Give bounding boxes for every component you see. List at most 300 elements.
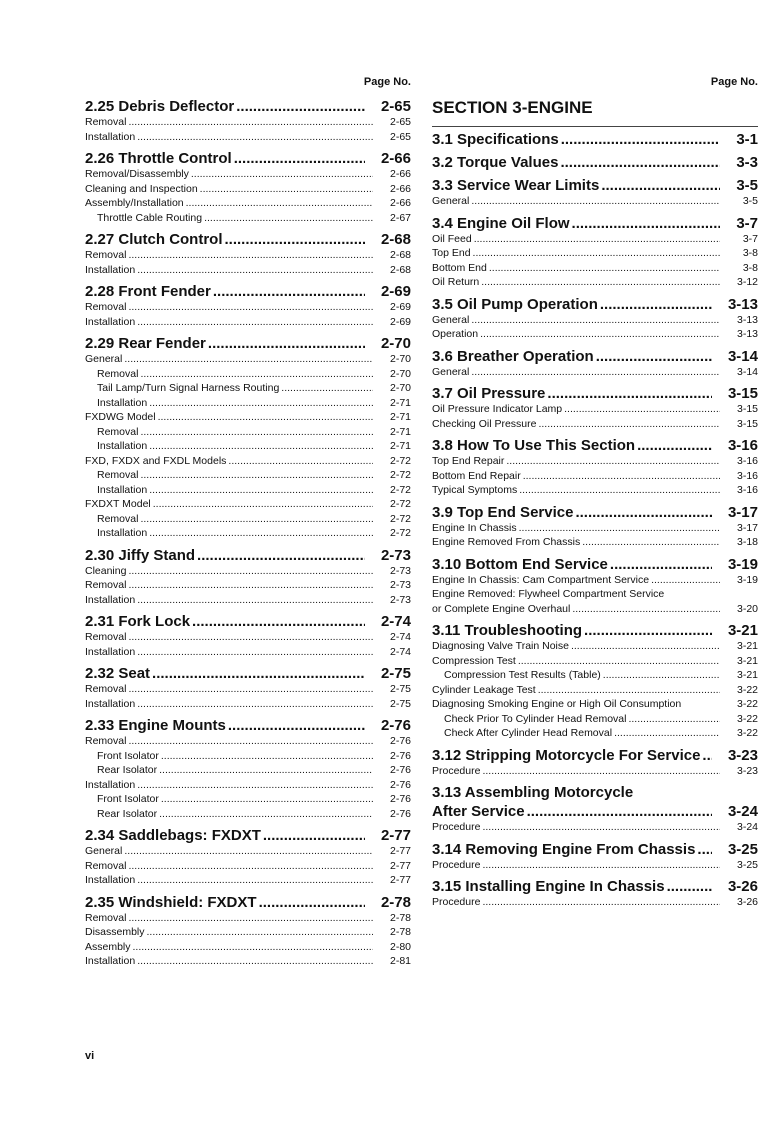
toc-entry	[85, 593, 411, 608]
toc-entry-page: 2-65	[389, 116, 411, 128]
toc-entry	[432, 327, 758, 342]
leader-dots	[161, 749, 373, 764]
toc-entry-label: Removal	[85, 859, 127, 872]
toc-entry-label: Assembly	[85, 940, 131, 953]
toc-entry	[85, 115, 411, 130]
leader-dots	[527, 803, 712, 820]
leader-dots	[159, 763, 373, 778]
leader-dots	[128, 911, 373, 926]
toc-entry-label: Diagnosing Valve Train Noise	[432, 640, 569, 652]
toc-entry-label: Compression Test	[432, 654, 516, 667]
toc-entry-page: 3-17	[736, 521, 758, 534]
toc-section-page: 2-68	[380, 231, 411, 248]
toc-section-title: 2.32 Seat	[85, 665, 151, 682]
toc-section-heading	[432, 385, 758, 402]
toc-entry-page: 2-66	[389, 182, 411, 195]
leader-dots	[489, 261, 720, 276]
toc-entry-page: 2-68	[389, 263, 411, 276]
leader-dots	[519, 521, 720, 536]
toc-entry-page: 3-22	[736, 698, 758, 710]
toc-section-page: 2-75	[380, 665, 411, 682]
toc-entry-label: FXDXT Model	[85, 498, 151, 510]
toc-entry-label: Operation	[432, 328, 479, 340]
leader-dots	[481, 275, 720, 290]
toc-entry-page: 3-14	[736, 365, 758, 378]
toc-entry-page: 2-74	[389, 645, 411, 658]
toc-section-title: 3.4 Engine Oil Flow	[432, 214, 570, 232]
toc-entry-page: 2-81	[389, 955, 411, 967]
leader-dots	[482, 858, 720, 873]
toc-entry-label: Installation	[85, 778, 136, 791]
toc-entry	[432, 483, 758, 498]
toc-section-title: 2.30 Jiffy Stand	[85, 546, 196, 564]
leader-dots	[200, 182, 373, 197]
toc-entry	[432, 535, 758, 550]
toc-entry-page: 3-16	[736, 484, 758, 496]
leader-dots	[137, 873, 373, 888]
toc-section-title: 3.12 Stripping Motorcycle For Service	[432, 746, 701, 764]
toc-entry-page: 2-69	[389, 301, 411, 313]
leader-dots	[128, 115, 373, 130]
toc-entry	[85, 497, 411, 512]
toc-entry-page: 2-70	[389, 382, 411, 394]
toc-section-page: 2-65	[380, 98, 411, 115]
toc-entry-page: 3-8	[742, 261, 758, 274]
toc-section-page: 2-66	[380, 150, 411, 167]
leader-dots	[128, 734, 373, 749]
toc-entry	[432, 858, 758, 873]
toc-entry-label: Checking Oil Pressure	[432, 417, 537, 430]
leader-dots	[572, 215, 721, 232]
toc-entry-page: 2-72	[389, 483, 411, 496]
leader-dots	[281, 381, 373, 396]
leader-dots	[149, 439, 373, 454]
leader-dots	[124, 844, 373, 859]
leader-dots	[149, 396, 373, 411]
toc-entry-page: 2-76	[389, 749, 411, 762]
toc-section-heading	[432, 747, 758, 764]
toc-entry-page: 2-76	[389, 807, 411, 820]
toc-entry-page: 3-8	[742, 247, 758, 259]
right-column	[432, 76, 758, 910]
toc-section-heading	[85, 231, 411, 248]
toc-entry	[432, 194, 758, 209]
leader-dots	[564, 402, 720, 417]
toc-section-heading	[432, 622, 758, 639]
toc-entry-page: 2-71	[389, 411, 411, 423]
toc-entry-page: 2-76	[389, 793, 411, 805]
toc-entry-page: 3-25	[736, 858, 758, 871]
toc-entry-label: Installation	[85, 130, 136, 143]
toc-entry-page: 2-69	[389, 315, 411, 328]
leader-dots	[538, 417, 720, 432]
toc-section-page: 3-26	[727, 878, 758, 895]
toc-entry-label: Procedure	[432, 821, 481, 833]
toc-section-page: 2-69	[380, 283, 411, 300]
toc-entry-page: 2-70	[389, 367, 411, 380]
toc-entry-label: Bottom End	[432, 261, 487, 274]
toc-entry-page: 3-21	[736, 640, 758, 652]
leader-dots	[637, 437, 712, 454]
toc-entry	[85, 630, 411, 645]
toc-entry-page: 3-22	[736, 712, 758, 725]
leader-dots	[128, 630, 373, 645]
toc-section-heading	[85, 150, 411, 167]
leader-dots	[140, 425, 373, 440]
toc-section-heading	[85, 335, 411, 352]
toc-entry	[432, 232, 758, 247]
toc-entry-page: 2-80	[389, 940, 411, 953]
toc-entry-page: 2-73	[389, 564, 411, 577]
toc-entry-page: 2-72	[389, 469, 411, 481]
toc-section-title: 2.27 Clutch Control	[85, 231, 223, 248]
toc-section-title: 2.25 Debris Deflector	[85, 98, 235, 115]
toc-entry	[85, 645, 411, 660]
toc-entry-label: Check After Cylinder Head Removal	[444, 727, 613, 739]
toc-entry-page: 2-74	[389, 631, 411, 643]
toc-entry	[432, 402, 758, 417]
toc-entry-label: Cylinder Leakage Test	[432, 683, 536, 696]
toc-section-page: 3-25	[727, 840, 758, 858]
toc-section-title: 3.15 Installing Engine In Chassis	[432, 878, 665, 895]
leader-dots	[124, 352, 373, 367]
toc-entry-page: 2-72	[389, 498, 411, 510]
toc-entry-label: Removal	[85, 631, 127, 643]
toc-entry	[85, 196, 411, 211]
leader-dots	[128, 859, 373, 874]
toc-entry-label: Disassembly	[85, 926, 145, 938]
toc-entry-label: Installation	[85, 874, 136, 886]
toc-entry-page: 3-24	[736, 821, 758, 833]
toc-entry-label: Engine In Chassis: Cam Compartment Service	[432, 573, 650, 586]
toc-entry-label: Front Isolator	[97, 793, 159, 805]
leader-dots	[128, 682, 373, 697]
toc-section-heading	[432, 504, 758, 521]
toc-entry-page: 2-73	[389, 579, 411, 591]
leader-dots	[603, 668, 720, 683]
toc-entry-page: 3-21	[736, 669, 758, 681]
leader-dots	[128, 564, 373, 579]
toc-section-heading-cont	[432, 803, 758, 820]
toc-section-heading	[432, 556, 758, 573]
leader-dots	[702, 747, 712, 764]
toc-entry	[85, 167, 411, 182]
toc-section-page: 3-7	[736, 214, 758, 232]
toc-entry	[85, 468, 411, 483]
leader-dots	[137, 593, 373, 608]
toc-section-heading	[432, 177, 758, 194]
toc-section-page: 2-70	[380, 335, 411, 352]
toc-entry-page: 2-78	[389, 911, 411, 924]
toc-entry	[85, 564, 411, 579]
toc-section-title: 2.26 Throttle Control	[85, 150, 232, 167]
toc-entry-page: 3-20	[736, 602, 758, 615]
toc-entry-page: 2-76	[389, 735, 411, 747]
toc-entry-label: Removal	[85, 301, 127, 313]
toc-entry-label: Oil Pressure Indicator Lamp	[432, 403, 563, 415]
toc-entry	[85, 130, 411, 145]
toc-entry-label: Removal	[85, 249, 127, 261]
leader-dots	[161, 792, 373, 807]
toc-entry	[85, 263, 411, 278]
toc-entry	[85, 734, 411, 749]
toc-entry-label: or Complete Engine Overhaul	[432, 602, 571, 615]
toc-entry	[85, 381, 411, 396]
leader-dots	[538, 683, 720, 698]
toc-entry	[432, 764, 758, 779]
toc-entry	[432, 417, 758, 432]
toc-section-heading	[432, 215, 758, 232]
toc-entry	[85, 911, 411, 926]
toc-entry	[432, 469, 758, 484]
toc-entry	[85, 954, 411, 969]
toc-section-title: 3.5 Oil Pump Operation	[432, 295, 598, 313]
toc-entry	[432, 573, 758, 588]
toc-entry	[432, 261, 758, 276]
toc-entry	[85, 859, 411, 874]
leader-dots	[197, 547, 365, 564]
toc-entry-page: 3-22	[736, 683, 758, 696]
toc-section-title: 3.1 Specifications	[432, 131, 559, 148]
toc-entry-page: 2-70	[389, 353, 411, 365]
leader-dots	[137, 645, 373, 660]
toc-entry	[85, 697, 411, 712]
toc-entry	[432, 313, 758, 328]
toc-section-title: 2.35 Windshield: FXDXT	[85, 893, 257, 911]
toc-entry-label: Engine Removed: Flywheel Compartment Service	[432, 588, 665, 600]
toc-section-heading	[85, 613, 411, 630]
leader-dots	[234, 150, 365, 167]
toc-entry-page: 2-77	[389, 859, 411, 872]
toc-section-heading	[85, 717, 411, 734]
toc-entry-label: Installation	[85, 315, 136, 328]
toc-entry-label: Removal	[97, 469, 139, 481]
toc-section-title: 3.8 How To Use This Section	[432, 437, 636, 454]
leader-dots	[137, 954, 373, 969]
toc-section-heading	[432, 841, 758, 858]
toc-entry	[85, 763, 411, 778]
leader-dots	[523, 469, 720, 484]
leader-dots	[213, 283, 365, 300]
leader-dots	[128, 300, 373, 315]
leader-dots	[584, 622, 712, 639]
leader-dots	[482, 895, 720, 910]
toc-entry-label: Diagnosing Smoking Engine or High Oil Consumption	[432, 698, 682, 710]
toc-entry-label: Removal	[85, 579, 127, 591]
toc-section-page: 3-19	[727, 555, 758, 573]
toc-section-title: 2.31 Fork Lock	[85, 613, 191, 630]
toc-section-page: 3-14	[727, 347, 758, 365]
toc-entry-page: 2-72	[389, 454, 411, 467]
toc-entry-label: Assembly/Installation	[85, 197, 184, 209]
toc-entry	[432, 602, 758, 617]
toc-entry-page: 3-21	[736, 654, 758, 667]
leader-dots	[225, 231, 365, 248]
leader-dots	[572, 602, 720, 617]
toc-section-title: 3.10 Bottom End Service	[432, 555, 608, 573]
toc-entry-page: 3-15	[736, 417, 758, 430]
toc-entry	[432, 587, 758, 602]
leader-dots	[482, 764, 720, 779]
toc-entry-page: 3-12	[736, 276, 758, 288]
leader-dots	[137, 130, 373, 145]
toc-entry-page: 2-71	[389, 440, 411, 452]
leader-dots	[191, 167, 373, 182]
leader-dots	[518, 654, 720, 669]
toc-entry-page: 3-16	[736, 455, 758, 467]
toc-section-page: 3-3	[736, 154, 758, 171]
toc-entry-label: Tail Lamp/Turn Signal Harness Routing	[97, 382, 280, 394]
toc-entry-label: Bottom End Repair	[432, 469, 521, 482]
leader-dots	[571, 639, 720, 654]
leader-dots	[228, 717, 365, 734]
toc-entry-label: Removal	[85, 911, 127, 924]
right-toc-list	[432, 131, 758, 910]
toc-entry	[85, 807, 411, 822]
toc-entry-label: Installation	[97, 527, 148, 539]
toc-entry-page: 3-13	[736, 313, 758, 326]
leader-dots	[158, 410, 373, 425]
toc-entry-page: 2-75	[389, 697, 411, 710]
toc-entry	[85, 844, 411, 859]
toc-entry-label: Installation	[97, 440, 148, 452]
toc-entry	[85, 578, 411, 593]
leader-dots	[133, 940, 373, 955]
section-title: SECTION 3-ENGINE	[432, 98, 758, 127]
leader-dots	[149, 526, 373, 541]
leader-dots	[473, 246, 720, 261]
toc-entry	[85, 512, 411, 527]
toc-entry-page: 2-72	[389, 527, 411, 539]
left-column	[85, 76, 411, 969]
leader-dots	[159, 807, 373, 822]
toc-section-heading	[85, 827, 411, 844]
toc-entry-page: 2-76	[389, 764, 411, 776]
toc-entry-page: 2-68	[389, 249, 411, 261]
leader-dots	[471, 365, 720, 380]
toc-section-page: 3-24	[727, 803, 758, 820]
toc-entry-page: 3-18	[736, 536, 758, 548]
toc-entry	[432, 683, 758, 698]
toc-entry	[432, 726, 758, 741]
leader-dots	[228, 454, 373, 469]
toc-section-page: 2-78	[380, 893, 411, 911]
toc-entry-label: Oil Feed	[432, 232, 472, 245]
toc-entry	[85, 182, 411, 197]
toc-entry-label: FXDWG Model	[85, 411, 156, 423]
toc-entry-label: Compression Test Results (Table)	[444, 669, 601, 681]
toc-entry-page: 3-19	[736, 573, 758, 586]
toc-section-title: 3.6 Breather Operation	[432, 347, 594, 365]
toc-entry-label: Removal	[97, 367, 139, 380]
toc-section-heading	[432, 878, 758, 895]
toc-entry	[85, 682, 411, 697]
toc-section-page: 2-76	[380, 717, 411, 734]
leader-dots	[140, 512, 373, 527]
leader-dots	[697, 841, 712, 858]
toc-entry	[432, 668, 758, 683]
toc-entry-label: Procedure	[432, 764, 481, 777]
toc-section-heading	[85, 547, 411, 564]
toc-section-heading	[432, 437, 758, 454]
toc-entry-label: Check Prior To Cylinder Head Removal	[444, 712, 627, 725]
leader-dots	[140, 367, 373, 382]
toc-section-page: 2-74	[380, 613, 411, 630]
toc-entry-label: Front Isolator	[97, 749, 159, 762]
toc-entry-label: General	[85, 353, 123, 365]
toc-entry-label: Installation	[85, 593, 136, 606]
page-footer-number: vi	[85, 1050, 95, 1062]
toc-entry-label: Cleaning	[85, 564, 127, 577]
leader-dots	[147, 925, 373, 940]
leader-dots	[137, 263, 373, 278]
leader-dots	[137, 778, 373, 793]
toc-entry-label: Installation	[85, 645, 136, 658]
toc-entry-label: Removal	[85, 683, 127, 695]
toc-entry-page: 2-77	[389, 874, 411, 886]
leader-dots	[482, 820, 720, 835]
toc-entry	[85, 367, 411, 382]
toc-section-page: 2-73	[380, 546, 411, 564]
toc-entry-page: 2-76	[389, 778, 411, 791]
toc-section-heading	[85, 283, 411, 300]
toc-entry	[85, 873, 411, 888]
leader-dots	[153, 497, 373, 512]
toc-entry-label: General	[85, 845, 123, 857]
toc-entry-label: Typical Symptoms	[432, 484, 518, 496]
toc-entry-page: 3-7	[742, 232, 758, 245]
toc-entry	[85, 526, 411, 541]
leader-dots	[471, 313, 720, 328]
toc-section-heading	[432, 348, 758, 365]
toc-section-page: 3-16	[727, 437, 758, 454]
toc-entry-label: General	[432, 365, 470, 378]
toc-entry-label: Rear Isolator	[97, 807, 158, 820]
toc-entry-page: 2-65	[389, 130, 411, 143]
leader-dots	[560, 154, 720, 171]
toc-section-title: 2.34 Saddlebags: FXDXT	[85, 827, 261, 844]
toc-entry	[432, 275, 758, 290]
toc-entry-label: General	[432, 313, 470, 326]
toc-section-heading	[432, 296, 758, 313]
toc-entry	[85, 211, 411, 226]
toc-entry-label: Top End	[432, 247, 471, 259]
leader-dots	[128, 578, 373, 593]
toc-entry-page: 3-13	[736, 328, 758, 340]
toc-entry-label: Cleaning and Inspection	[85, 182, 198, 195]
toc-section-title: 2.29 Rear Fender	[85, 335, 206, 352]
toc-entry	[85, 792, 411, 807]
toc-entry-label: Procedure	[432, 896, 481, 908]
toc-entry-page: 2-71	[389, 425, 411, 438]
toc-entry	[432, 639, 758, 654]
toc-section-heading: 3.13 Assembling Motorcycle	[432, 784, 634, 801]
toc-section-page: 3-17	[727, 503, 758, 521]
leader-dots	[561, 131, 721, 148]
toc-entry	[85, 248, 411, 263]
toc-entry-label: Removal	[85, 116, 127, 128]
toc-entry-page: 3-22	[736, 727, 758, 739]
toc-entry-label: FXD, FXDX and FXDL Models	[85, 454, 227, 467]
toc-entry-page: 2-75	[389, 683, 411, 695]
toc-entry	[432, 820, 758, 835]
toc-entry	[85, 425, 411, 440]
toc-entry-label: Engine In Chassis	[432, 521, 517, 534]
toc-entry-label: Installation	[85, 955, 136, 967]
toc-entry-label: Procedure	[432, 858, 481, 871]
toc-entry-page: 2-73	[389, 593, 411, 606]
toc-entry	[85, 925, 411, 940]
